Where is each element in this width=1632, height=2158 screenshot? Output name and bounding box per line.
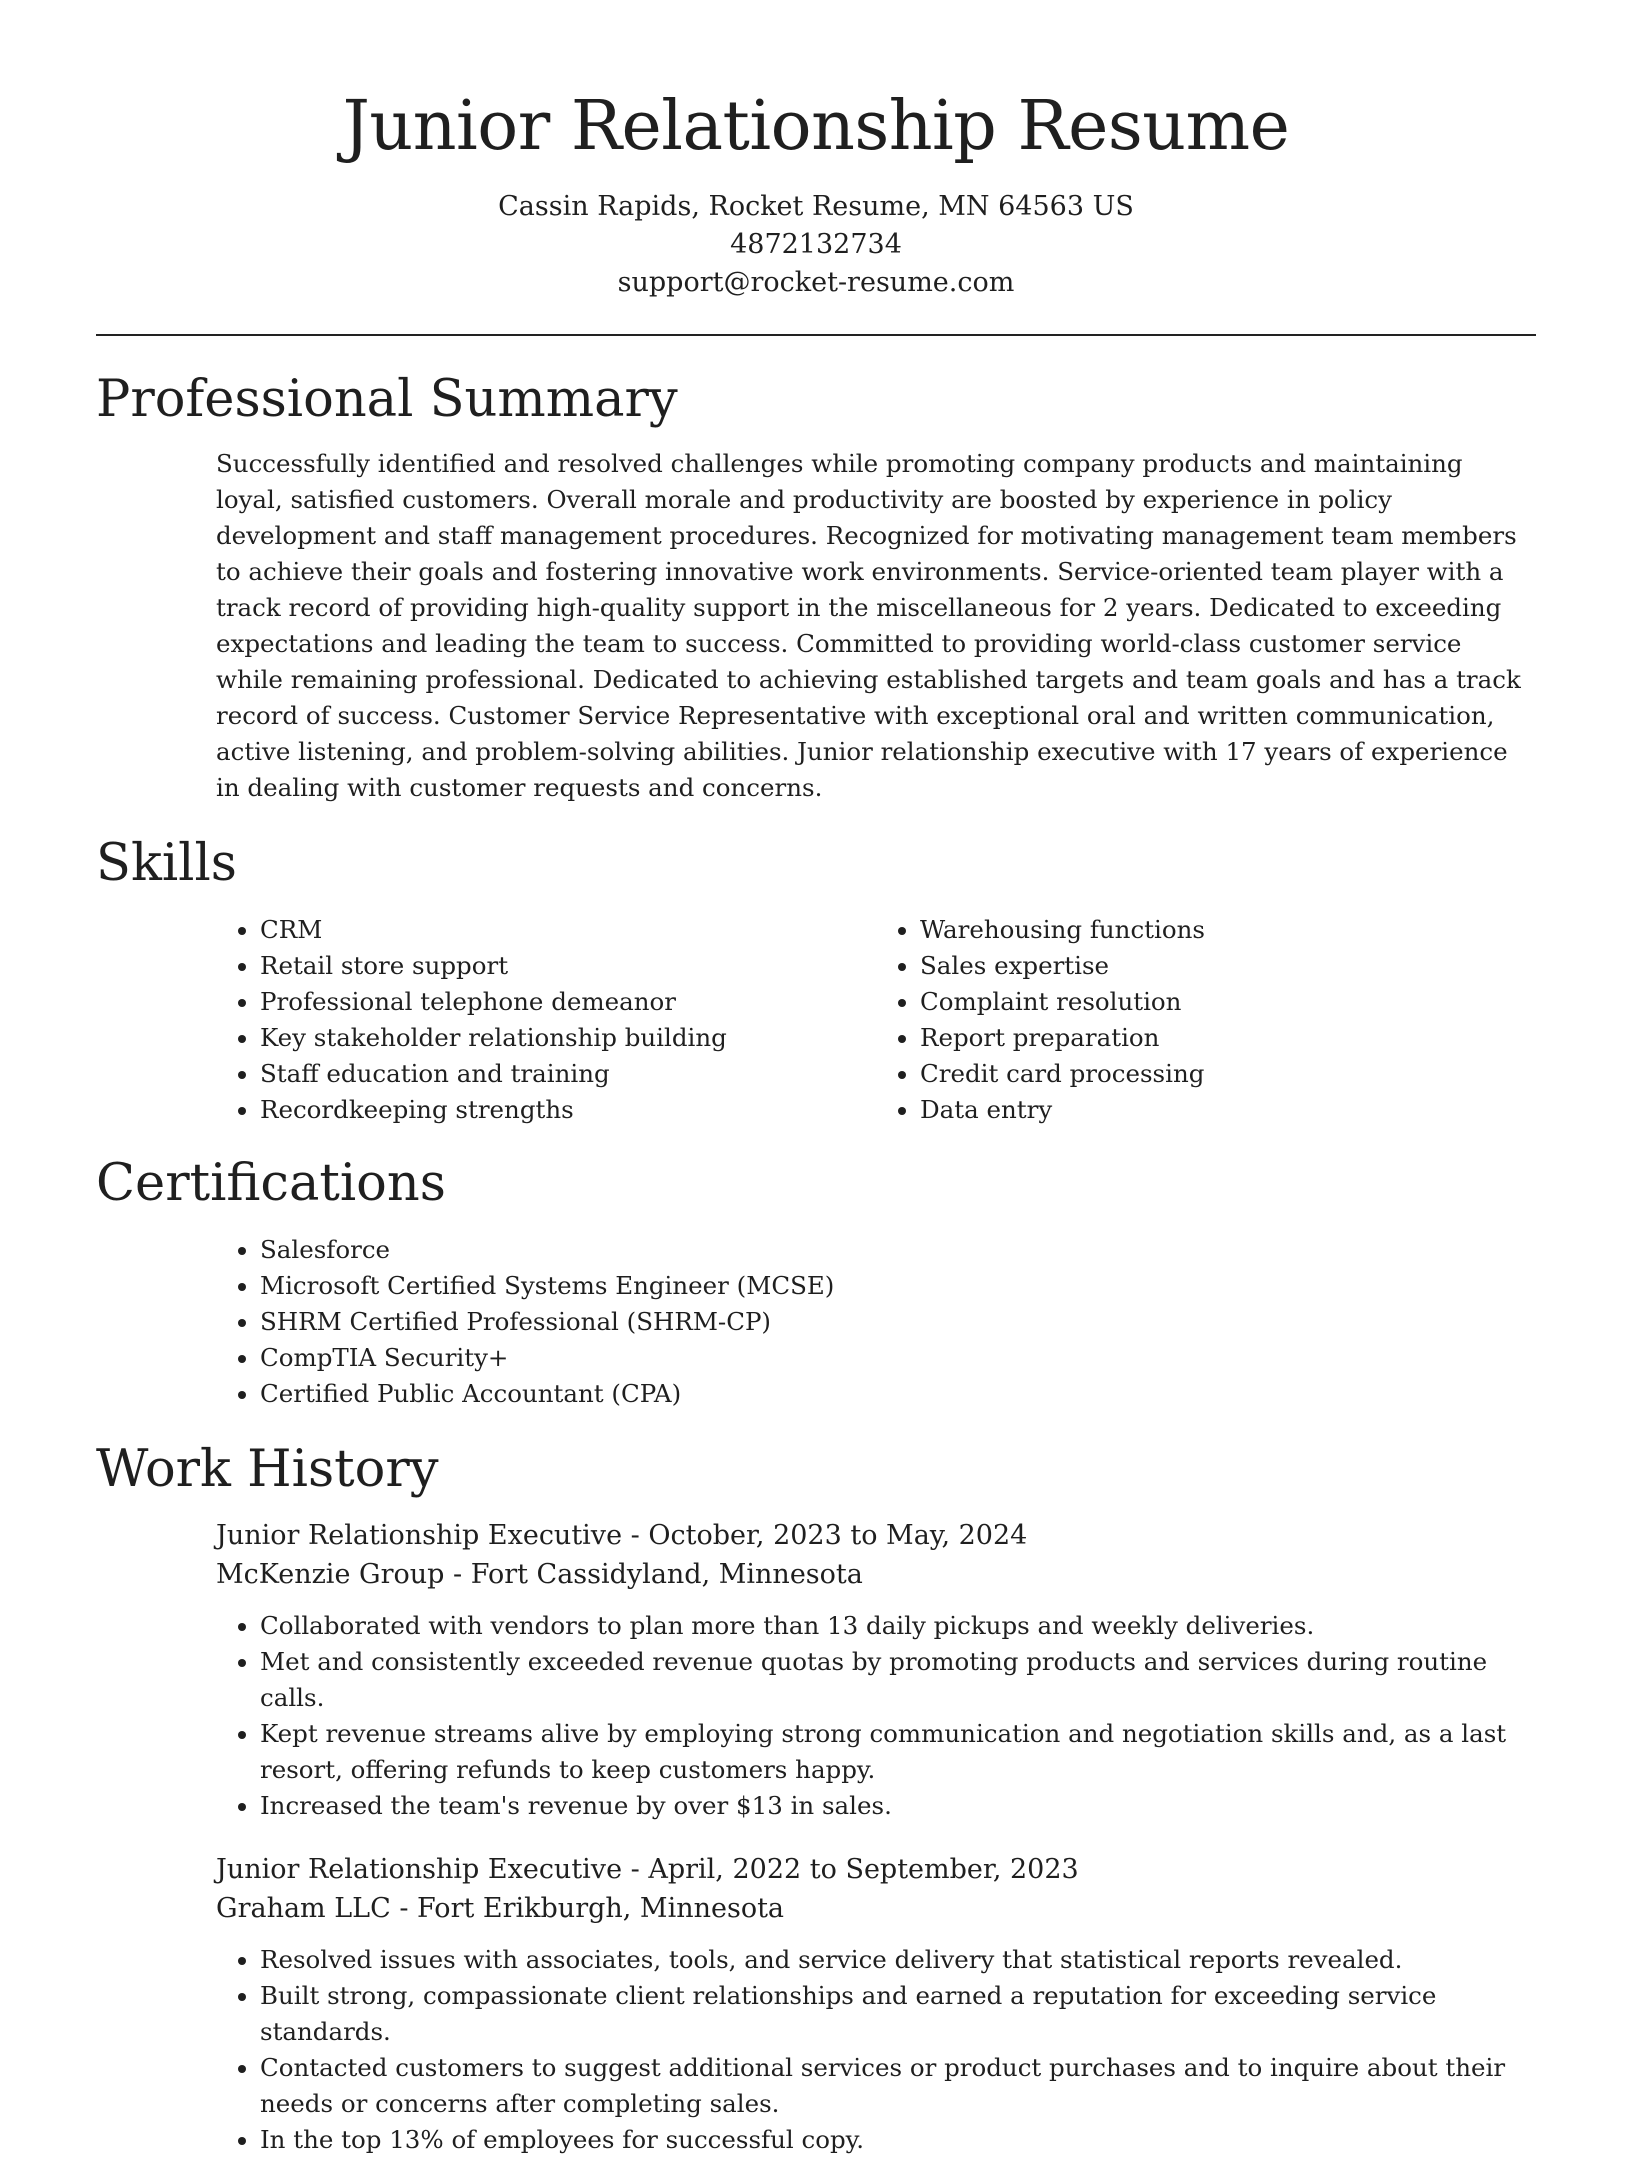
certification-item: • Certified Public Accountant (CPA) [260, 1376, 1536, 1412]
skill-item: • Report preparation [920, 1020, 1536, 1056]
skill-item: • Retail store support [260, 948, 876, 984]
skills-list [216, 912, 1536, 1128]
phone: 4872132734 [730, 229, 902, 260]
certifications-heading: Certifications [96, 1154, 446, 1213]
certification-item: • Salesforce [260, 1232, 1536, 1268]
job-bullet: • Built strong, compassionate client relationships and earned a reputation for exceeding service standards. [260, 1978, 1536, 2050]
job-company: Graham LLC [216, 1893, 391, 1924]
summary-text: Successfully identified and resolved challenges while promoting company products and maintaining loyal, satisfied customers. Overall morale and productivity are boosted by experience in policy development and staff management procedures. Recognized for motivating management team members to achieve their goals and fostering innovative work environments. Service-oriented team player with a track record of providing high-quality support in the miscellaneous for 2 years. Dedicated to exceeding expectations and leading the team to success. Committed to providing world-class customer service while remaining professional. Dedicated to achieving established targets and team goals and has a track record of success. Customer Service Representative with exceptional oral and written communication, active listening, and problem-solving abilities. Junior relationship executive with 17 years of experience in dealing with customer requests and concerns. [216, 449, 1521, 802]
resume-title: Junior Relationship Resume [342, 87, 1290, 166]
summary-heading: Professional Summary [96, 370, 678, 429]
job-entry [216, 1516, 1536, 1824]
job-bullet: • Kept revenue streams alive by employing strong communication and negotiation skills and, as a last resort, offering refunds to keep customers happy. [260, 1716, 1536, 1788]
job-location: - Fort Erikburgh, Minnesota [390, 1893, 785, 1924]
skill-item: • Professional telephone demeanor [260, 984, 876, 1020]
job-company-line [216, 1889, 1536, 1928]
job-company: McKenzie Group [216, 1559, 445, 1590]
resume-page [96, 0, 1536, 2158]
skill-item: • Key stakeholder relationship building [260, 1020, 876, 1056]
job-bullets [216, 1942, 1536, 2158]
job-title-line [216, 1850, 1536, 1889]
job-company-line [216, 1555, 1536, 1594]
header-divider [96, 334, 1536, 336]
skill-item: • Credit card processing [920, 1056, 1536, 1092]
job-location: - Fort Cassidyland, Minnesota [444, 1559, 863, 1590]
skill-item: • Warehousing functions [920, 912, 1536, 948]
job-bullets [216, 1608, 1536, 1824]
resume-header [96, 0, 1536, 302]
skill-item: • Data entry [920, 1092, 1536, 1128]
contact-block [96, 188, 1536, 302]
certifications-list [216, 1232, 1536, 1412]
skill-item: • Complaint resolution [920, 984, 1536, 1020]
job-dates: - April, 2022 to September, 2023 [622, 1854, 1079, 1885]
email: support@rocket-resume.com [617, 267, 1015, 298]
skill-item: • Sales expertise [920, 948, 1536, 984]
address: Cassin Rapids, Rocket Resume, MN 64563 US [498, 191, 1134, 222]
work-history-heading: Work History [96, 1440, 439, 1499]
skill-item: • CRM [260, 912, 876, 948]
job-position: Junior Relationship Executive [216, 1854, 623, 1885]
job-bullet: • Increased the team's revenue by over $13 in sales. [260, 1788, 1536, 1824]
job-position: Junior Relationship Executive [216, 1520, 623, 1551]
job-bullet: • Met and consistently exceeded revenue quotas by promoting products and services during routine calls. [260, 1644, 1536, 1716]
skill-item: • Recordkeeping strengths [260, 1092, 876, 1128]
job-title-line [216, 1516, 1536, 1555]
skill-item: • Staff education and training [260, 1056, 876, 1092]
skills-column-left [216, 912, 876, 1128]
job-bullet: • Collaborated with vendors to plan more than 13 daily pickups and weekly deliveries. [260, 1608, 1536, 1644]
certifications-items [216, 1232, 1536, 1412]
certification-item: • SHRM Certified Professional (SHRM-CP) [260, 1304, 1536, 1340]
skills-column-right [876, 912, 1536, 1128]
job-bullet: • Resolved issues with associates, tools, and service delivery that statistical reports revealed. [260, 1942, 1536, 1978]
certification-item: • Microsoft Certified Systems Engineer (MCSE) [260, 1268, 1536, 1304]
skills-heading: Skills [96, 834, 237, 893]
job-dates: - October, 2023 to May, 2024 [622, 1520, 1028, 1551]
job-bullet: • In the top 13% of employees for successful copy. [260, 2122, 1536, 2158]
job-bullet: • Contacted customers to suggest additional services or product purchases and to inquire about their needs or concerns after completing sales. [260, 2050, 1536, 2122]
certification-item: • CompTIA Security+ [260, 1340, 1536, 1376]
